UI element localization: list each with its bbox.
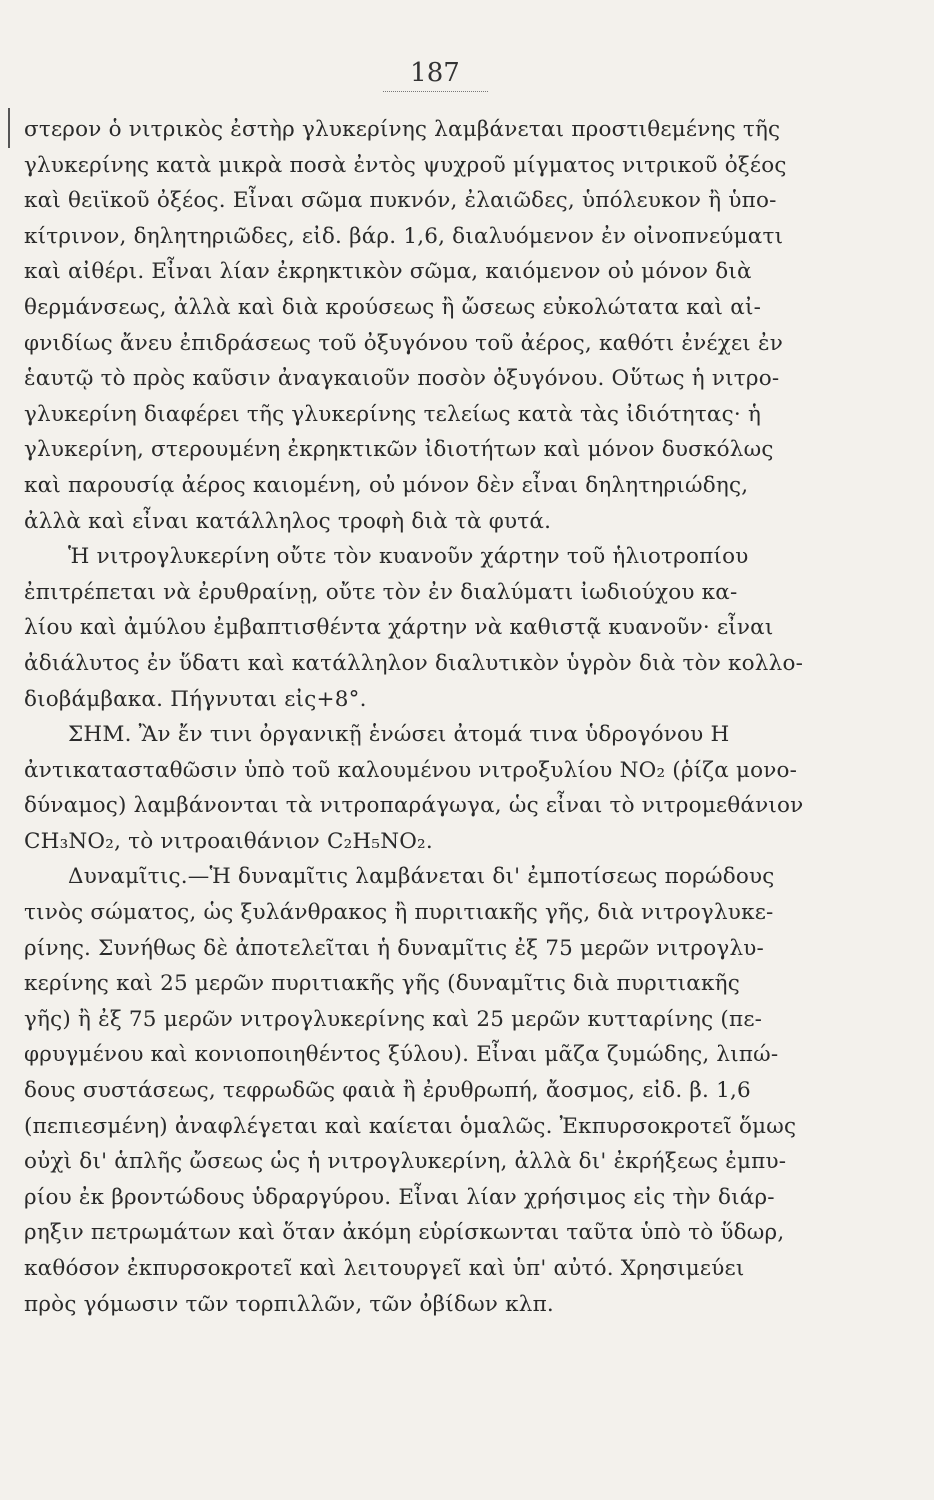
text-line: ρίνης. Συνήθως δὲ ἀποτελεῖται ἡ δυναμῖτις ἐξ 75 μερῶν νιτρογλυ- [24, 935, 765, 961]
text-line: οὐχὶ δι' ἁπλῆς ὤσεως ὡς ἡ νιτρογλυκερίνη, ἀλλὰ δι' ἐκρήξεως ἐμπυ- [24, 1149, 787, 1175]
section-start-line: Δυναμῖτις.—Ἡ δυναμῖτις λαμβάνεται δι' ἐμποτίσεως πορώδους [68, 864, 775, 890]
text-line: τινὸς σώματος, ὡς ξυλάνθρακος ἢ πυριτιακῆς γῆς, διὰ νιτρογλυκε- [24, 900, 774, 926]
text-line: ἀλλὰ καὶ εἶναι κατάλληλος τροφὴ διὰ τὰ φυτά. [24, 508, 552, 534]
header-rule [383, 91, 488, 92]
text-line: δους συστάσεως, τεφρωδῶς φαιὰ ἢ ἐρυθρωπή, ἄοσμος, εἰδ. β. 1,6 [24, 1078, 751, 1104]
body-text [24, 112, 924, 1322]
text-line: ἀδιάλυτος ἐν ὕδατι καὶ κατάλληλον διαλυτικὸν ὑγρὸν διὰ τὸν κολλο- [24, 650, 804, 676]
text-line: γλυκερίνη διαφέρει τῆς γλυκερίνης τελείως κατὰ τὰς ἰδιότητας· ἡ [24, 401, 762, 427]
text-line: καὶ αἰθέρι. Εἶναι λίαν ἐκρηκτικὸν σῶμα, καιόμενον οὐ μόνον διὰ [24, 259, 752, 285]
text-line: γλυκερίνης κατὰ μικρὰ ποσὰ ἐντὸς ψυχροῦ μίγματος νιτρικοῦ ὀξέος [24, 152, 787, 178]
text-line: ἐπιτρέπεται νὰ ἐρυθραίνῃ, οὔτε τὸν ἐν διαλύματι ἰωδιούχου κα- [24, 579, 738, 605]
margin-mark [8, 108, 10, 148]
text-line: πρὸς γόμωσιν τῶν τορπιλλῶν, τῶν ὀβίδων κλπ. [24, 1291, 554, 1317]
text-line: ἀντικατασταθῶσιν ὑπὸ τοῦ καλουμένου νιτροξυλίου ΝΟ₂ (ῥίζα μονο- [24, 757, 798, 783]
text-line: λίου καὶ ἀμύλου ἐμβαπτισθέντα χάρτην νὰ καθιστᾷ κυανοῦν· εἶναι [24, 615, 774, 641]
text-line: καὶ παρουσίᾳ ἀέρος καιομένη, οὐ μόνον δὲν εἶναι δηλητηριώδης, [24, 472, 749, 498]
text-line: ἑαυτῷ τὸ πρὸς καῦσιν ἀναγκαιοῦν ποσὸν ὀξυγόνου. Οὕτως ἡ νιτρο- [24, 366, 780, 392]
text-line: CH₃NO₂, τὸ νιτροαιθάνιον C₂H₅NO₂. [24, 828, 433, 854]
paragraph-start-line: Ἡ νιτρογλυκερίνη οὔτε τὸν κυανοῦν χάρτην τοῦ ἡλιοτροπίου [68, 544, 749, 570]
text-line: ρηξιν πετρωμάτων καὶ ὅταν ἀκόμη εὑρίσκωνται ταῦτα ὑπὸ τὸ ὕδωρ, [24, 1220, 785, 1246]
text-line: φρυγμένου καὶ κονιοποιηθέντος ξύλου). Εἶναι μᾶζα ζυμώδης, λιπώ- [24, 1042, 779, 1068]
text-line: δύναμος) λαμβάνονται τὰ νιτροπαράγωγα, ὡς εἶναι τὸ νιτρομεθάνιον [24, 793, 804, 819]
text-line: γλυκερίνη, στερουμένη ἐκρηκτικῶν ἰδιοτήτων καὶ μόνον δυσκόλως [24, 437, 774, 463]
text-line: κερίνης καὶ 25 μερῶν πυριτιακῆς γῆς (δυναμῖτις διὰ πυριτιακῆς [24, 971, 740, 997]
text-line: στερον ὁ νιτρικὸς ἐστὴρ γλυκερίνης λαμβάνεται προστιθεμένης τῆς [24, 117, 781, 142]
note-start-line: ΣΗΜ. Ἂν ἔν τινι ὀργανικῇ ἑνώσει ἀτομά τινα ὑδρογόνου Η [68, 722, 730, 748]
text-line: θερμάνσεως, ἀλλὰ καὶ διὰ κρούσεως ἢ ὤσεως εὐκολώτατα καὶ αἰ- [24, 294, 762, 320]
text-line: γῆς) ἢ ἐξ 75 μερῶν νιτρογλυκερίνης καὶ 25 μερῶν κυτταρίνης (πε- [24, 1006, 763, 1032]
text-line: φνιδίως ἄνευ ἐπιδράσεως τοῦ ὀξυγόνου τοῦ ἀέρος, καθότι ἐνέχει ἐν [24, 330, 783, 356]
text-line: ρίου ἐκ βροντώδους ὑδραργύρου. Εἶναι λίαν χρήσιμος εἰς τὴν διάρ- [24, 1184, 775, 1210]
text-line: (πεπιεσμένη) ἀναφλέγεται καὶ καίεται ὁμαλῶς. Ἐκπυρσοκροτεῖ ὅμως [24, 1113, 797, 1139]
page-number: 187 [410, 58, 460, 88]
text-line: καθόσον ἐκπυρσοκροτεῖ καὶ λειτουργεῖ καὶ ὑπ' αὐτό. Χρησιμεύει [24, 1256, 745, 1281]
text-line: διοβάμβακα. Πήγνυται εἰς+8°. [24, 686, 367, 712]
text-line: καὶ θειϊκοῦ ὀξέος. Εἶναι σῶμα πυκνόν, ἐλαιῶδες, ὑπόλευκον ἢ ὑπο- [24, 188, 777, 214]
text-line: κίτρινον, δηλητηριῶδες, εἰδ. βάρ. 1,6, διαλυόμενον ἐν οἰνοπνεύματι [24, 223, 784, 249]
